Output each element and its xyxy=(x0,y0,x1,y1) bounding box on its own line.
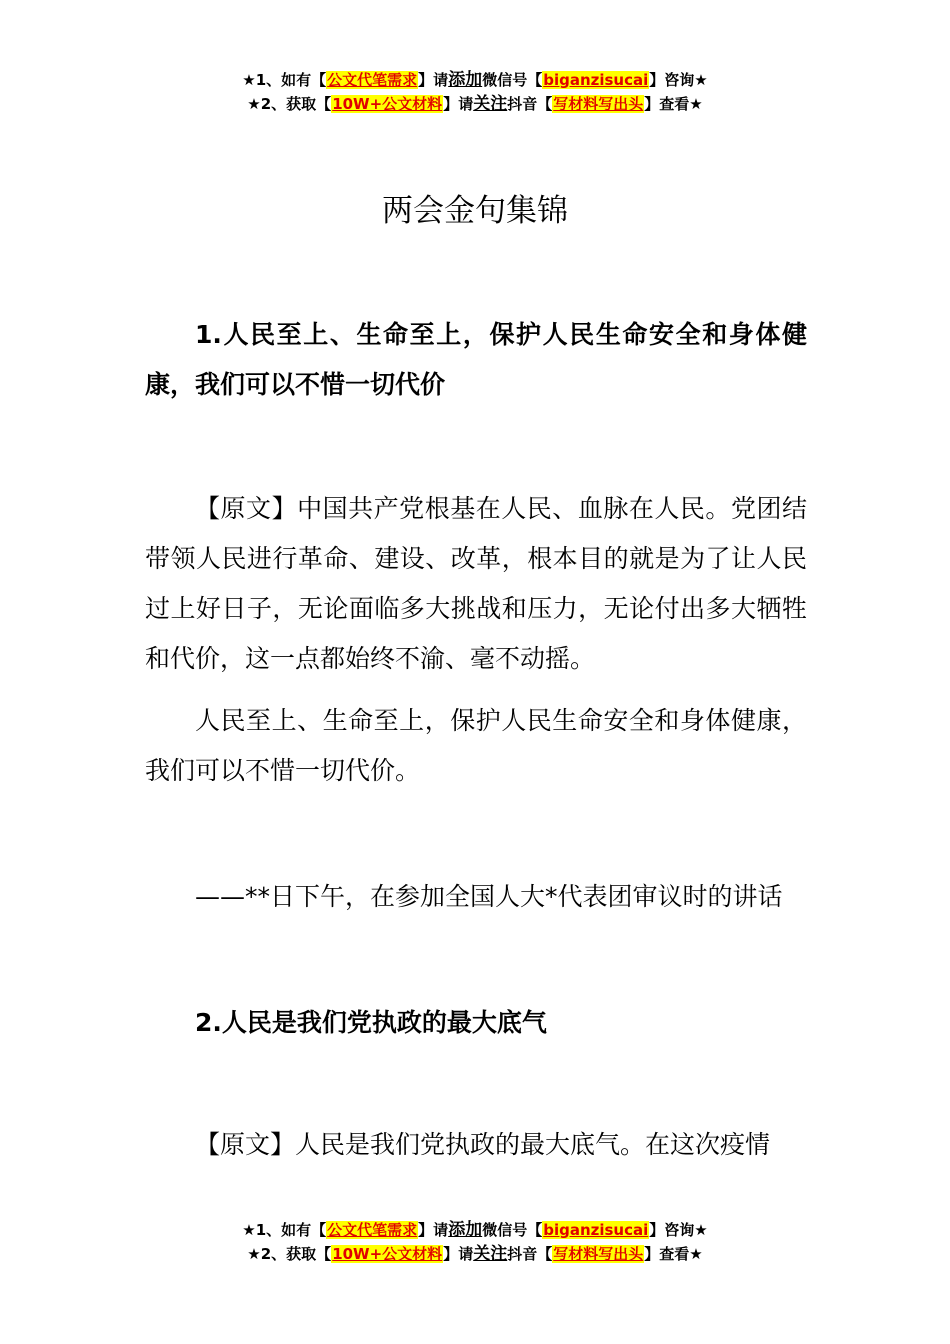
section-heading: 2.人民是我们党执政的最大底气 xyxy=(195,1008,547,1037)
header-banner xyxy=(0,68,950,116)
banner-text: ★2、获取【 xyxy=(247,1245,332,1263)
banner-text: 】咨询★ xyxy=(649,71,708,89)
banner-text: 】请 xyxy=(443,95,474,113)
banner-underline: 关注 xyxy=(473,1244,508,1264)
section-source: ——**日下午，在参加全国人大*代表团审议时的讲话 xyxy=(195,882,783,911)
section-original-text: 【原文】中国共产党根基在人民、血脉在人民。党团结带领人民进行革命、建设、改革，根本目的就是为了让人民过上好日子，无论面临多大挑战和压力，无论付出多大牺牲和代价，这一点都始终不渝、毫不动摇。 xyxy=(145,494,807,673)
page-title: 两会金句集锦 xyxy=(382,193,568,229)
banner-text: 微信号【 xyxy=(482,1221,543,1239)
banner-text: 】请 xyxy=(443,1245,474,1263)
footer-banner xyxy=(0,1218,950,1266)
banner-line-1 xyxy=(0,1218,950,1242)
banner-line-2 xyxy=(0,92,950,116)
banner-text: 微信号【 xyxy=(482,71,543,89)
banner-text: 】查看★ xyxy=(644,95,703,113)
banner-text: 抖音【 xyxy=(507,1245,553,1263)
banner-text: 抖音【 xyxy=(507,95,553,113)
banner-text: ★1、如有【 xyxy=(242,1221,327,1239)
section-original-text: 【原文】人民是我们党执政的最大底气。在这次疫情 xyxy=(195,1130,771,1159)
banner-text: ★1、如有【 xyxy=(242,71,327,89)
section-heading: 1.人民至上、生命至上，保护人民生命安全和身体健康，我们可以不惜一切代价 xyxy=(145,320,807,399)
banner-text: 】查看★ xyxy=(644,1245,703,1263)
banner-underline: 关注 xyxy=(473,94,508,114)
banner-line-2 xyxy=(0,1242,950,1266)
banner-text: 】请 xyxy=(418,71,449,89)
section-restatement: 人民至上、生命至上，保护人民生命安全和身体健康，我们可以不惜一切代价。 xyxy=(145,706,807,785)
banner-highlight: 10W+公文材料 xyxy=(332,95,443,113)
banner-text: 】咨询★ xyxy=(649,1221,708,1239)
banner-douyin-id: 写材料写出头 xyxy=(553,1245,644,1263)
banner-douyin-id: 写材料写出头 xyxy=(553,95,644,113)
banner-highlight: 公文代笔需求 xyxy=(327,1221,418,1239)
banner-text: 】请 xyxy=(418,1221,449,1239)
banner-underline: 添加 xyxy=(448,70,483,90)
banner-text: ★2、获取【 xyxy=(247,95,332,113)
banner-underline: 添加 xyxy=(448,1220,483,1240)
banner-highlight: 公文代笔需求 xyxy=(327,71,418,89)
banner-wechat-id: biganzisucai xyxy=(543,71,649,89)
banner-wechat-id: biganzisucai xyxy=(543,1221,649,1239)
banner-highlight: 10W+公文材料 xyxy=(332,1245,443,1263)
banner-line-1 xyxy=(0,68,950,92)
